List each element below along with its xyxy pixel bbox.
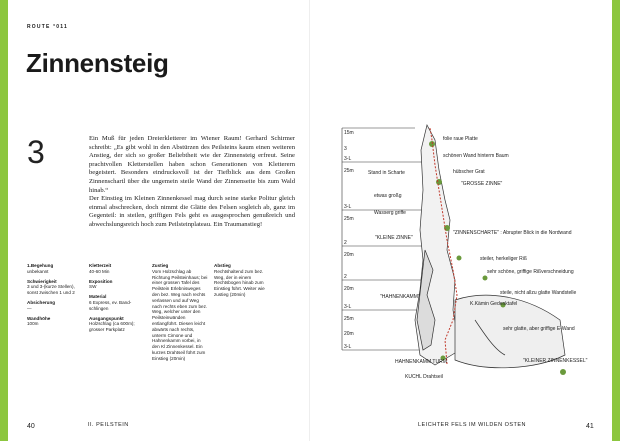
fact-value: 6 Express, ev. Band-schlingen (89, 299, 132, 311)
fact-value: Rechtshaltend zum bez. Weg, der in einem Rechtsbogen hinab zum Einstieg führt. Weiter wie zustieg (20min) (214, 268, 265, 297)
fact-value: Holzschlag (ca 600m); grosser Parkplatz (89, 321, 135, 333)
note: Wasserg griffe (374, 210, 406, 216)
left-page-number: 40 (27, 423, 35, 430)
length-label: 15m (344, 130, 354, 136)
facts-column-2 (89, 263, 145, 337)
fact-value: 3 und 3-(kurze Stellen), sonst zwischen 1 und 2 (27, 284, 75, 296)
fact-label: Schwierigkeit (27, 278, 57, 284)
fact-value: — (27, 305, 32, 311)
facts-column-4 (214, 263, 272, 302)
grade-label: 3-L (344, 204, 352, 210)
right-page-number: 41 (586, 423, 594, 430)
note: "KLEINER ZINNENKESSEL" (523, 358, 588, 364)
facts-column-3 (152, 263, 208, 366)
note: etwas großg (374, 193, 402, 199)
grade-label: 3 (344, 146, 347, 152)
note: "GROSSE ZINNE" (461, 181, 503, 187)
intro-text (89, 135, 295, 230)
length-label: 25m (344, 168, 354, 174)
fact-value: unbekannt (27, 268, 49, 274)
note: sehr glatte, aber griffige E-Wand (503, 326, 575, 332)
grade-label: 2 (344, 240, 347, 246)
note: HAHNENKAMM TURM (395, 359, 447, 365)
note: Stand in Scharte (368, 170, 405, 176)
fact-label: 1.Begehung (27, 263, 54, 268)
facts-column-1 (27, 263, 81, 331)
length-label: 20m (344, 286, 354, 292)
grade-label: 2 (344, 274, 347, 280)
intro-paragraph-1: Ein Muß für jeden Dreierkletterer im Wiener Raum! Gerhard Schirmer schreibt: „Es gibt wohl in den Abstürzen des Peilsteins kaum einen weiteren Anstieg, der sich so großer Beliebtheit wie der Zinnensteig erfreut. Seine prachtvollen Kletterstellen haben schon Generationen von Kletterern begeistert. Besonders eindrucksvoll ist der Tiefblick aus dem Großen Zinnenschartl über die ungemein steile Wand der Zinnenseite bis zum Wald hinab.“ (89, 135, 295, 194)
note: "KLEINE ZINNE" (375, 235, 413, 241)
fact-value: 40-60 Min (89, 268, 110, 274)
intro-paragraph-2: Der Einstieg im Kleinen Zinnenkessel mag durch seine starke Politur gleich einmal abschrecken, doch nimmt die Glätte des Felsen sogleich ab, ganz im Gegenteil: in steilen, griffigen Fels geht es ausgesprochen genußreich und abwechslungsreich hoch zum Peilsteinplateau. Ein Traumanstieg! (89, 195, 295, 228)
fact-value: SW (89, 284, 97, 290)
left-section-title: II. PEILSTEIN (88, 422, 129, 428)
note: hübscher Grat (453, 169, 485, 175)
fact-label: Ausgangspunkt (89, 315, 124, 321)
fact-label: Kletterzeit (89, 263, 112, 268)
page-spine (309, 0, 310, 441)
note: folie raue Platte (443, 136, 478, 142)
note: "ZINNENSCHARTE" : Abrupter Blick in die Nordwand (453, 230, 572, 236)
length-label: 20m (344, 331, 354, 337)
grade-label: 3-L (344, 344, 352, 350)
route-label: ROUTE °011 (27, 24, 68, 30)
note: KUCHL Drahtseil (405, 374, 443, 380)
fact-value: Vom Holzschlag ab Richtung Peilsteinhaus; bei einer grossen Tafel des Peilstein Erlebnisweges den bez. Weg nach rechts verlassen und auf Weg nach rechts eben zum bez. Weg, welcher unter den Peilsteinwänden entlangführt. Diesen leicht abwärts nach rechts, unterm Cimone und Hahnenkamm vorbei, in den Kl Zinnenkessel. Ein kurzes Drahtseil führt zum Einstieg (20min) (152, 268, 208, 361)
fact-label: Zustieg (152, 263, 169, 268)
note: "HAHNENKAMM" (380, 294, 420, 300)
fact-label: Wandhöhe (27, 315, 51, 321)
scale-labels (344, 130, 354, 350)
fact-label: Abstieg (214, 263, 231, 268)
note: sehr schöne, griffige Rißverschneidung (487, 269, 574, 275)
route-number: 3 (27, 134, 45, 170)
grade-label: 3-L (344, 156, 352, 162)
note: K.Kämin Gedenktafel (470, 301, 518, 307)
note: schönen Wand hinterm Baum (443, 153, 509, 159)
right-accent-bar (612, 0, 620, 441)
note: steiler, herkeliger Riß (480, 256, 527, 262)
route-topo (335, 120, 605, 390)
fact-label: Material (89, 294, 107, 300)
grade-label: 3-L (344, 304, 352, 310)
length-label: 20m (344, 252, 354, 258)
page-title: Zinnensteig (26, 48, 169, 78)
note: steile, nicht allzu glatte Wandstelle (500, 290, 577, 296)
fact-value: 100m (27, 321, 39, 327)
fact-label: Exposition (89, 278, 113, 284)
length-label: 25m (344, 216, 354, 222)
left-accent-bar (0, 0, 8, 441)
fact-label: Absicherung (27, 299, 56, 305)
right-section-title: LEICHTER FELS IM WILDEN OSTEN (418, 422, 527, 428)
length-label: 25m (344, 316, 354, 322)
